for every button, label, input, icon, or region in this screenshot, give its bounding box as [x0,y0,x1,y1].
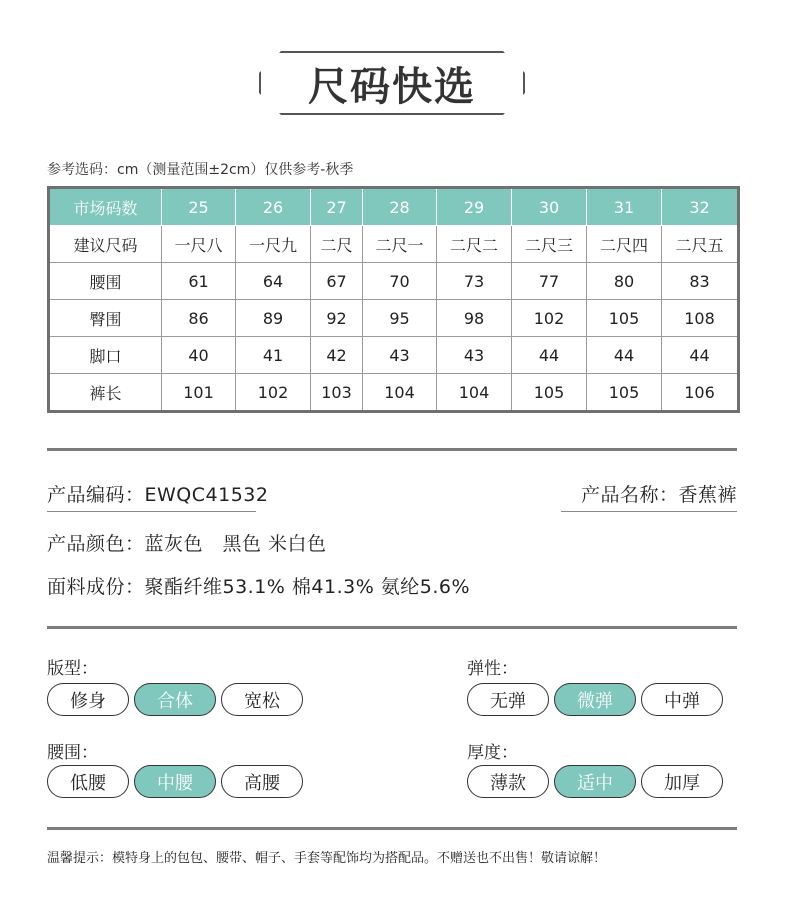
table-row [49,263,739,300]
table-cell: 98 [437,300,512,337]
header-cell: 27 [311,188,363,226]
table-cell: 102 [512,300,587,337]
divider [47,448,737,451]
fit-option-loose[interactable]: 宽松 [221,683,303,716]
table-row [49,374,739,412]
reference-note: 参考选码：cm（测量范围±2cm）仅供参考-秋季 [47,162,354,178]
table-cell: 一尺八 [162,226,236,263]
thickness-option-thin[interactable]: 薄款 [467,765,549,798]
table-cell: 43 [437,337,512,374]
table-cell: 104 [437,374,512,412]
header-cell: 25 [162,188,236,226]
table-cell: 建议尺码 [49,226,162,263]
table-cell: 臀围 [49,300,162,337]
table-cell: 二尺二 [437,226,512,263]
table-cell: 101 [162,374,236,412]
waist-option-low[interactable]: 低腰 [47,765,129,798]
table-cell: 二尺五 [662,226,739,263]
fit-option-regular[interactable]: 合体 [134,683,216,716]
table-cell: 103 [311,374,363,412]
product-code: 产品编码：EWQC41532 [47,484,269,506]
table-cell: 二尺三 [512,226,587,263]
table-cell: 44 [587,337,662,374]
table-cell: 腰围 [49,263,162,300]
table-cell: 77 [512,263,587,300]
table-cell: 一尺九 [236,226,311,263]
header-cell: 28 [363,188,437,226]
product-name-underline [561,511,737,512]
table-cell: 43 [363,337,437,374]
fit-option-slim[interactable]: 修身 [47,683,129,716]
table-cell: 102 [236,374,311,412]
table-cell: 73 [437,263,512,300]
table-cell: 42 [311,337,363,374]
header-cell: 市场码数 [49,188,162,226]
stretch-option-none[interactable]: 无弹 [467,683,549,716]
divider [47,827,737,830]
waist-label: 腰围： [47,743,98,763]
table-cell: 40 [162,337,236,374]
table-cell: 95 [363,300,437,337]
thickness-label: 厚度： [467,743,518,763]
table-cell: 106 [662,374,739,412]
table-row [49,337,739,374]
thickness-option-thick[interactable]: 加厚 [641,765,723,798]
table-row [49,300,739,337]
table-cell: 67 [311,263,363,300]
stretch-option-medium[interactable]: 中弹 [641,683,723,716]
size-table [47,186,740,413]
table-cell: 44 [512,337,587,374]
fit-label: 版型： [47,659,98,679]
divider [47,626,737,629]
table-cell: 裤长 [49,374,162,412]
header-cell: 26 [236,188,311,226]
table-cell: 86 [162,300,236,337]
waist-option-high[interactable]: 高腰 [221,765,303,798]
table-cell: 二尺四 [587,226,662,263]
table-cell: 83 [662,263,739,300]
product-colors: 产品颜色：蓝灰色 黑色 米白色 [47,533,327,555]
table-cell: 80 [587,263,662,300]
product-code-underline [47,511,256,512]
page-title: 尺码快选 [308,63,476,110]
table-cell: 105 [587,300,662,337]
table-cell: 脚口 [49,337,162,374]
table-cell: 70 [363,263,437,300]
product-fabric: 面料成份：聚酯纤维53.1% 棉41.3% 氨纶5.6% [47,576,471,598]
table-cell: 41 [236,337,311,374]
table-cell: 44 [662,337,739,374]
table-cell: 64 [236,263,311,300]
waist-option-mid[interactable]: 中腰 [134,765,216,798]
table-cell: 104 [363,374,437,412]
table-cell: 92 [311,300,363,337]
table-cell: 105 [587,374,662,412]
table-cell: 108 [662,300,739,337]
table-cell: 105 [512,374,587,412]
table-cell: 二尺 [311,226,363,263]
size-table-header [49,188,739,226]
table-cell: 89 [236,300,311,337]
product-name: 产品名称：香蕉裤 [580,484,737,506]
header-cell: 29 [437,188,512,226]
table-cell: 61 [162,263,236,300]
footer-note: 温馨提示：模特身上的包包、腰带、帽子、手套等配饰均为搭配品。不赠送也不出售！敬请谅解！ [47,851,607,866]
table-cell: 二尺一 [363,226,437,263]
stretch-option-slight[interactable]: 微弹 [554,683,636,716]
stretch-label: 弹性： [467,659,518,679]
header-cell: 30 [512,188,587,226]
thickness-option-medium[interactable]: 适中 [554,765,636,798]
table-row [49,226,739,263]
header-cell: 31 [587,188,662,226]
header-cell: 32 [662,188,739,226]
